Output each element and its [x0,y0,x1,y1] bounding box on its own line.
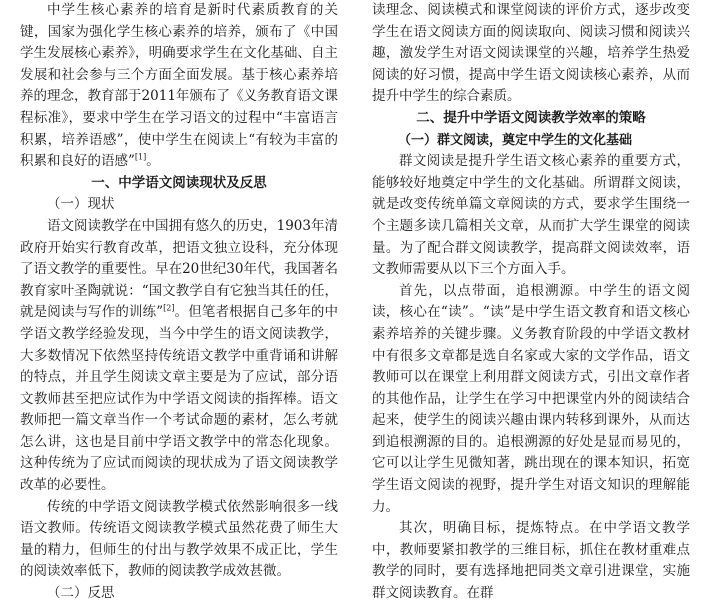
strategy1-heading: （一）群文阅读，奠定中学生的文化基础 [398,132,633,148]
section2-heading: 二、提升中学语文阅读教学效率的策略 [416,109,646,126]
citation-ref: [2] [163,303,175,313]
traditional-paragraph: 传统的中学语文阅读教学模式依然影响很多一线语文教师。传统语文阅读教学模式虽然花费了师生大量的精力，但师生的付出与教学效果不成正比，学生的阅读效率低下，教师的阅读教学成效甚微。 [20,498,338,580]
intro-paragraph [20,0,338,173]
subsection2-heading: （二）反思 [47,585,115,602]
continued-paragraph: 读理念、阅读模式和课堂阅读的评价方式，逐步改变学生在语文阅读方面的阅读取向、阅读习惯和阅读兴趣，激发学生对语文阅读课堂的兴趣，培养学生热爱阅读的好习惯，提高中学生语文阅读核心素养，从而提升中学生的综合素质。 [372,2,690,105]
second-point-paragraph: 其次，明确目标，提炼特点。在中学语文教学中，教师要紧扣教学的三维目标，抓住在教材重难点教学的同时，要有选择地把同类文章引进课堂，实施群文阅读教育。在群 [372,520,690,602]
left-column [20,0,338,605]
intro-end: 。 [146,153,160,170]
section1-heading: 一、中学语文阅读现状及反思 [91,174,267,191]
group-reading-paragraph: 群文阅读是提升学生语文核心素养的重要方式，能够较好地奠定中学生的文化基础。所谓群文阅读，就是改变传统单篇文章阅读的方式，要求学生围绕一个主题多读几篇相关文章，从而扩大学生课堂的阅读量。为了配合群文阅读教学，提高群文阅读效率，语文教师需要从以下三个方面入手。 [372,153,690,278]
subsection1-heading: （一）现状 [47,196,115,213]
intro-text: 中学生核心素养的培育是新时代素质教育的关键，国家为强化学生核心素养的培养，颁布了《中国学生发展核心素养》，明确要求学生在文化基础、自主发展和社会参与三个方面全面发展。基于核心素养培养的理念，教育部于2011年颁布了《义务教育语文课程标准》，要求中学生在学习语文的过程中“丰富语言积累，培养语感”，使中学生在阅读上“有较为丰富的积累和良好的语感” [20,2,338,170]
status-text-a: 语文阅读教学在中国拥有悠久的历史，1903年清政府开始实行教育改革，把语文独立设科，充分体现了语文教学的重要性。早在20世纪30年代，我国著名教育家叶圣陶就说：“国文教学自有它独当其任的任，就是阅读与写作的训练” [20,217,338,321]
first-point-paragraph: 首先，以点带面，追根溯源。中学生的语文阅读，核心在“读”。“读”是中学生语文教育和语文核心素养培养的关键步骤。义务教育阶段的中学语文教材中有很多文章都是选自名家或大家的文学作品，语文教师可以在课堂上利用群文阅读方式，引出文章作者的其他作品，让学生在学习中把课堂内外的阅读结合起来，使学生的阅读兴趣由课内转移到课外，从而达到追根溯源的目的。追根溯源的好处是显而易见的，它可以让学生见微知著，跳出现在的课本知识，拓宽学生语文阅读的视野，提升学生对语文知识的理解能力。 [372,282,690,515]
status-paragraph [20,216,338,497]
right-column [372,0,690,605]
citation-ref: [1] [134,152,147,162]
status-text-b: 。但笔者根据自己多年的中学语文教学经验发现，当今中学生的语文阅读教学，大多数情况下依然坚持传统语文教学中重背诵和讲解的特点，并且学生阅读文章主要是为了应试，部分语文教师甚至把应试作为中学语文阅读的指挥棒。语文教师把一篇文章当作一个考试命题的素材，怎么考就怎么讲，这也是目前中学语文教学中的常态化现象。这种传统为了应试而阅读的现状成为了语文阅读教学改革的必要性。 [20,304,338,494]
